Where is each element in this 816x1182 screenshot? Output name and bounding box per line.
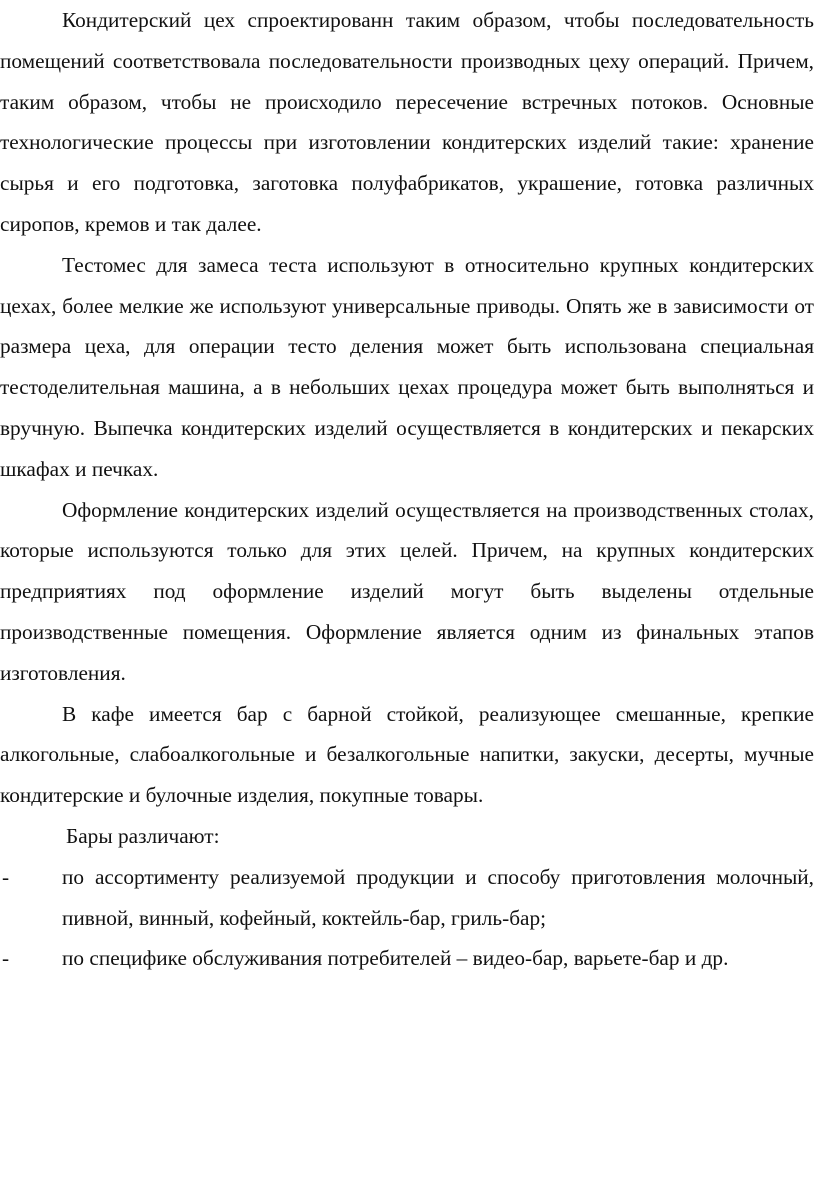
paragraph-confectionery-workshop: Кондитерский цех спроектированн таким образом, чтобы последовательность помещений соответствовала последовательности производных цеху операций. Причем, таким образом, чтобы не происходило пересечение встречных потоков. Основные технологические процессы при изготовлении кондитерских изделий такие: хранение сырья и его подготовка, заготовка полуфабрикатов, украшение, готовка различных сиропов, кремов и так далее. xyxy=(0,8,814,236)
list-dash-marker: - xyxy=(2,864,10,889)
list-item xyxy=(0,938,814,979)
bar-types-list xyxy=(0,857,814,979)
list-dash-marker: - xyxy=(2,946,10,971)
list-intro: Бары различают: xyxy=(66,823,220,848)
list-item-text: по специфике обслуживания потребителей – видео-бар, варьете-бар и др. xyxy=(62,946,729,971)
paragraph-cafe-bar: В кафе имеется бар с барной стойкой, реализующее смешанные, крепкие алкогольные, слабоалкогольные и безалкогольные напитки, закуски, десерты, мучные кондитерские и булочные изделия, покупные товары. xyxy=(0,701,814,808)
paragraph-dough-mixer: Тестомес для замеса теста используют в относительно крупных кондитерских цехах, более мелкие же используют универсальные приводы. Опять же в зависимости от размера цеха, для операции тесто деления может быть использована специальная тестоделительная машина, а в небольших цехах процедура может быть выполняться и вручную. Выпечка кондитерских изделий осуществляется в кондитерских и пекарских шкафах и печках. xyxy=(0,252,814,481)
paragraph-decoration: Оформление кондитерских изделий осуществляется на производственных столах, которые используются только для этих целей. Причем, на крупных кондитерских предприятиях под оформление изделий могут быть выделены отдельные производственные помещения. Оформление является одним из финальных этапов изготовления. xyxy=(0,497,814,685)
list-item xyxy=(0,857,814,939)
list-item-text: по ассортименту реализуемой продукции и способу приготовления молочный, пивной, винный, кофейный, коктейль-бар, гриль-бар; xyxy=(62,864,814,930)
